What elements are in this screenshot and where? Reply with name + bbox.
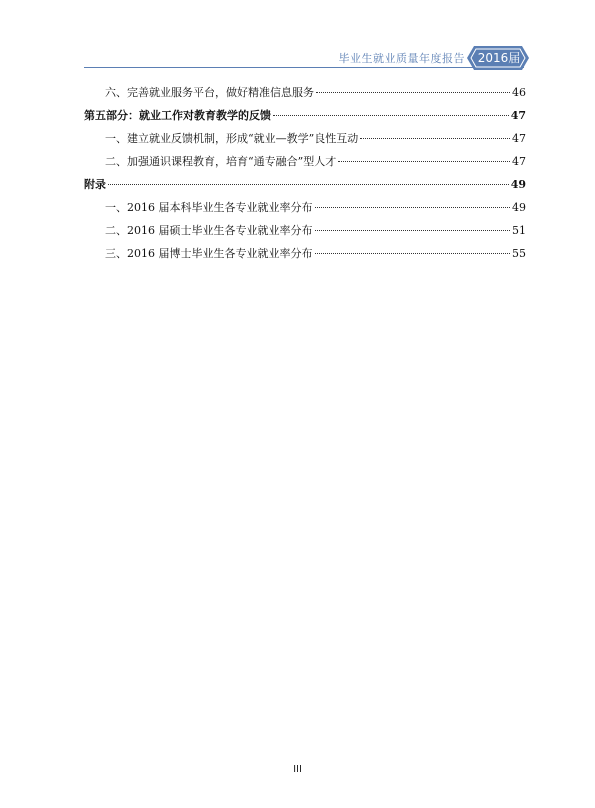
dot-leader: [316, 91, 510, 93]
dot-leader: [315, 206, 511, 208]
toc-entry-title: 六、完善就业服务平台，做好精准信息服务: [105, 86, 314, 99]
toc-entry-title: 二、2016 届硕士毕业生各专业就业率分布: [105, 224, 313, 237]
toc-entry-page: 49: [510, 178, 526, 191]
toc-entry[interactable]: [84, 127, 526, 150]
toc-entry-page: 47: [512, 132, 526, 145]
toc-entry-page: 47: [510, 109, 526, 122]
dot-leader: [315, 252, 511, 254]
table-of-contents: [84, 81, 526, 265]
toc-entry-page: 46: [512, 86, 526, 99]
report-title: 毕业生就业质量年度报告: [338, 52, 465, 65]
toc-entry[interactable]: [84, 242, 526, 265]
toc-entry[interactable]: [84, 81, 526, 104]
page-header: [0, 0, 595, 80]
page-number: III: [293, 764, 302, 775]
dot-leader: [108, 183, 509, 185]
dot-leader: [338, 160, 510, 162]
toc-entry-title: 一、2016 届本科毕业生各专业就业率分布: [105, 201, 313, 214]
toc-entry[interactable]: [84, 150, 526, 173]
dot-leader: [315, 229, 511, 231]
dot-leader: [360, 137, 510, 139]
toc-section-entry[interactable]: [84, 173, 526, 196]
header-rule: [84, 67, 524, 68]
toc-entry-title: 第五部分：就业工作对教育教学的反馈: [84, 109, 271, 122]
year-badge: 2016届: [477, 51, 521, 65]
toc-section-entry[interactable]: [84, 104, 526, 127]
toc-entry-title: 附录: [84, 178, 106, 191]
toc-entry-title: 一、建立就业反馈机制，形成“就业—教学”良性互动: [105, 132, 359, 145]
toc-entry-page: 55: [512, 247, 526, 260]
toc-entry-page: 49: [512, 201, 526, 214]
dot-leader: [273, 114, 509, 116]
toc-entry-page: 51: [512, 224, 526, 237]
toc-entry[interactable]: [84, 219, 526, 242]
toc-entry-title: 三、2016 届博士毕业生各专业就业率分布: [105, 247, 313, 260]
toc-entry-page: 47: [512, 155, 526, 168]
toc-entry[interactable]: [84, 196, 526, 219]
toc-entry-title: 二、加强通识课程教育，培育“通专融合”型人才: [105, 155, 337, 168]
